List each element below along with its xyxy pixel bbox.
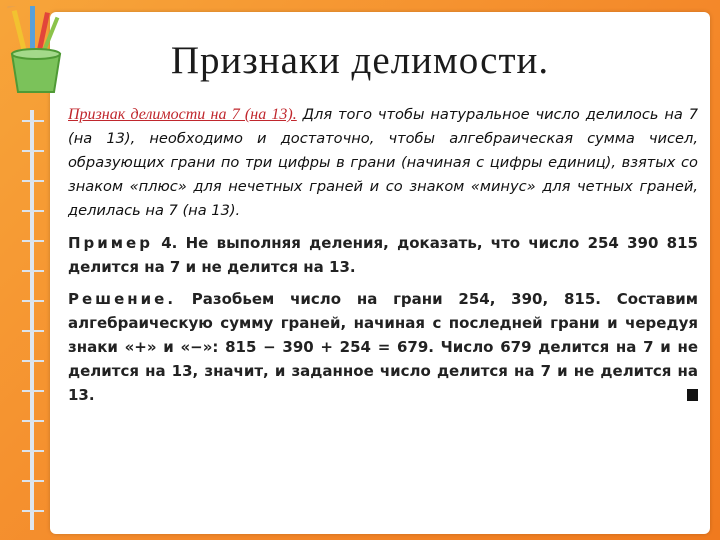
ruler-decoration <box>22 110 52 530</box>
divisibility-rule <box>68 103 698 223</box>
solution-text: Разобьем число на грани 254, 390, 815. Составим алгебраическую сумму граней, начиная с последней грани и чередуя знаки «+» и «−»: 815 − 390 + 254 = 679. Число 679 делится на 7 и не делится на 13, значит, и заданное число делится на 7 и не делится на 13. <box>68 290 698 404</box>
rule-text: Для того чтобы натуральное число делилось на 7 (на 13), необходимо и достаточно, чтобы алгебраическая сумма чисел, образующих грани по три цифры в грани (начиная с цифры единиц), взятых со знаком «плюс» для нечетных граней и со знаком «минус» для четных граней, делилась на 7 (на 13). <box>68 106 698 219</box>
content-block <box>68 103 698 407</box>
page-title: Признаки делимости. <box>170 39 550 82</box>
end-of-proof-mark <box>687 389 698 401</box>
example-label: Пример <box>68 234 153 252</box>
solution-paragraph <box>68 287 698 407</box>
solution-label: Решение. <box>68 290 177 308</box>
example-text: 4. Не выполняя деления, доказать, что число 254 390 815 делится на 7 и не делится на 13. <box>68 234 698 276</box>
example-paragraph <box>68 231 698 279</box>
rule-heading: Признак делимости на 7 (на 13). <box>68 106 297 123</box>
